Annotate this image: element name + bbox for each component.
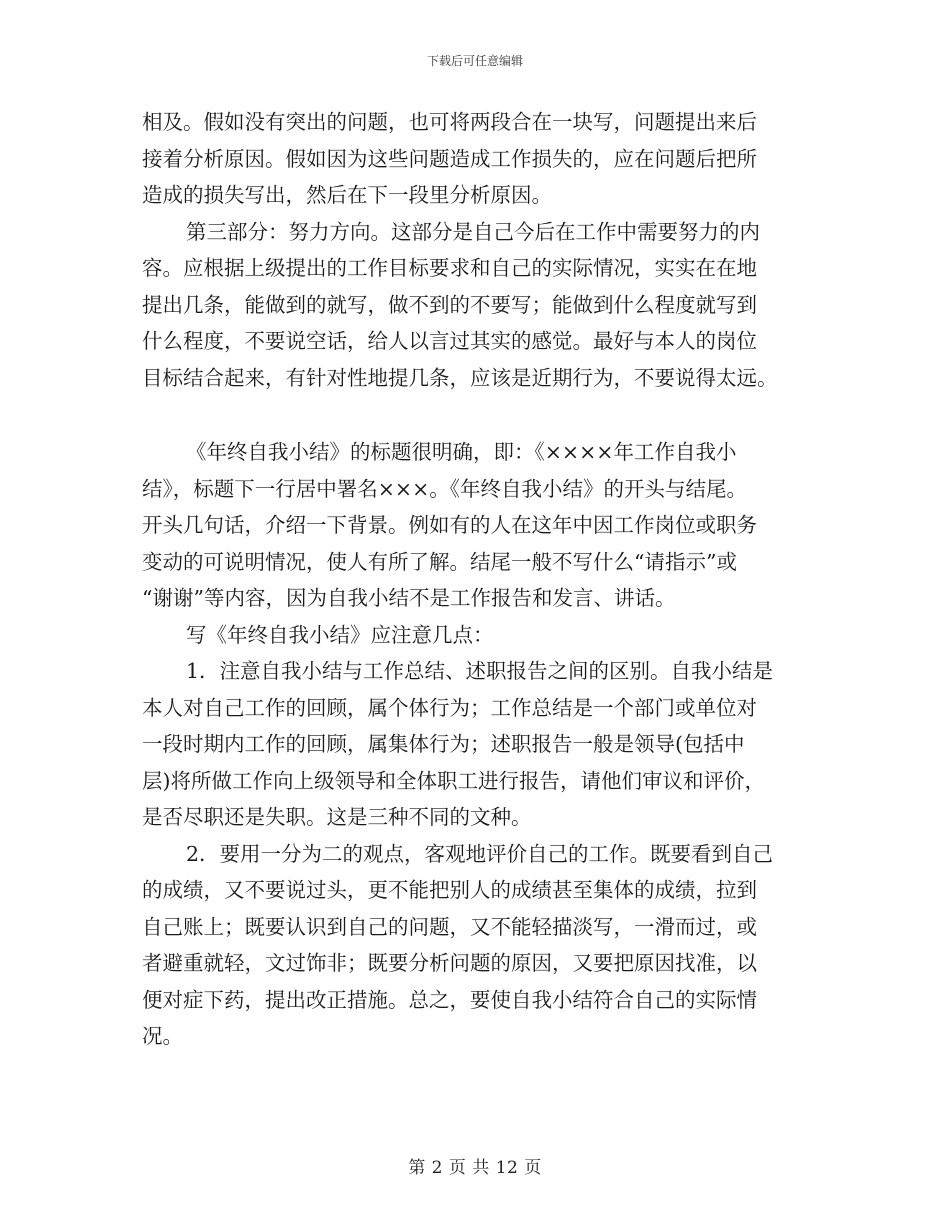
- text-line: 接着分析原因。假如因为这些问题造成工作损失的，应在问题后把所: [142, 146, 757, 171]
- text-line: 第三部分：努力方向。这部分是自己今后在工作中需要努力的内: [186, 219, 760, 244]
- paragraph: [142, 653, 812, 836]
- text-line: 的成绩，又不要说过头，更不能把别人的成绩甚至集体的成绩，拉到: [142, 878, 757, 902]
- text-line: 变动的可说明情况，使人有所了解。结尾一般不写什么“请指示”或: [142, 549, 737, 574]
- paragraph: [142, 617, 812, 654]
- text-line: 层)将所做工作向上级领导和全体职工进行报告，请他们审议和评价，: [142, 768, 765, 793]
- text-line: 1．注意自我小结与工作总结、述职报告之间的区别。自我小结是: [186, 659, 774, 683]
- text-line: 容。应根据上级提出的工作目标要求和自己的实际情况，实实在在地: [142, 256, 757, 280]
- text-line: “谢谢”等内容，因为自我小结不是工作报告和发言、讲话。: [142, 586, 676, 610]
- text-line: 一段时期内工作的回顾，属集体行为；述职报告一般是领导(包括中: [142, 732, 745, 756]
- page-header: 下载后可任意编辑: [426, 54, 523, 68]
- text-line: 提出几条，能做到的就写，做不到的不要写；能做到什么程度就写到: [142, 292, 757, 317]
- text-line: 者避重就轻，文过饰非；既要分析问题的原因，又要把原因找准，以: [142, 951, 757, 975]
- text-line: 是否尽职还是失职。这是三种不同的文种。: [142, 805, 532, 829]
- paragraph: [142, 214, 812, 397]
- text-line: 本人对自己工作的回顾，属个体行为；工作总结是一个部门或单位对: [142, 695, 757, 720]
- text-line: 自己账上；既要认识到自己的问题，又不能轻描淡写，一滑而过，或: [142, 914, 757, 939]
- text-line: 目标结合起来，有针对性地提几条，应该是近期行为，不要说得太远。: [142, 365, 778, 390]
- text-line: 《年终自我小结》的标题很明确，即：《××××年工作自我小: [186, 440, 737, 464]
- text-line: 况。: [142, 1024, 183, 1048]
- document-body: [142, 104, 812, 1055]
- paragraph: [142, 836, 812, 1055]
- text-line: 2．要用一分为二的观点，客观地评价自己的工作。既要看到自己: [186, 841, 774, 866]
- page-number: 第 2 页 共 12 页: [408, 1158, 542, 1178]
- text-line: 造成的损失写出，然后在下一段里分析原因。: [142, 183, 552, 207]
- paragraph-gap: [142, 396, 812, 434]
- text-line: 结》，标题下一行居中署名×××。《年终自我小结》的开头与结尾。: [142, 476, 748, 501]
- text-line: 相及。假如没有突出的问题，也可将两段合在一块写，问题提出来后: [142, 110, 757, 134]
- text-line: 什么程度，不要说空话，给人以言过其实的感觉。最好与本人的岗位: [142, 329, 757, 353]
- paragraph: [142, 104, 812, 214]
- text-line: 写《年终自我小结》应注意几点：: [186, 622, 494, 647]
- paragraph: [142, 434, 812, 617]
- text-line: 便对症下药，提出改正措施。总之，要使自我小结符合自己的实际情: [142, 987, 757, 1012]
- text-line: 开头几句话，介绍一下背景。例如有的人在这年中因工作岗位或职务: [142, 513, 757, 537]
